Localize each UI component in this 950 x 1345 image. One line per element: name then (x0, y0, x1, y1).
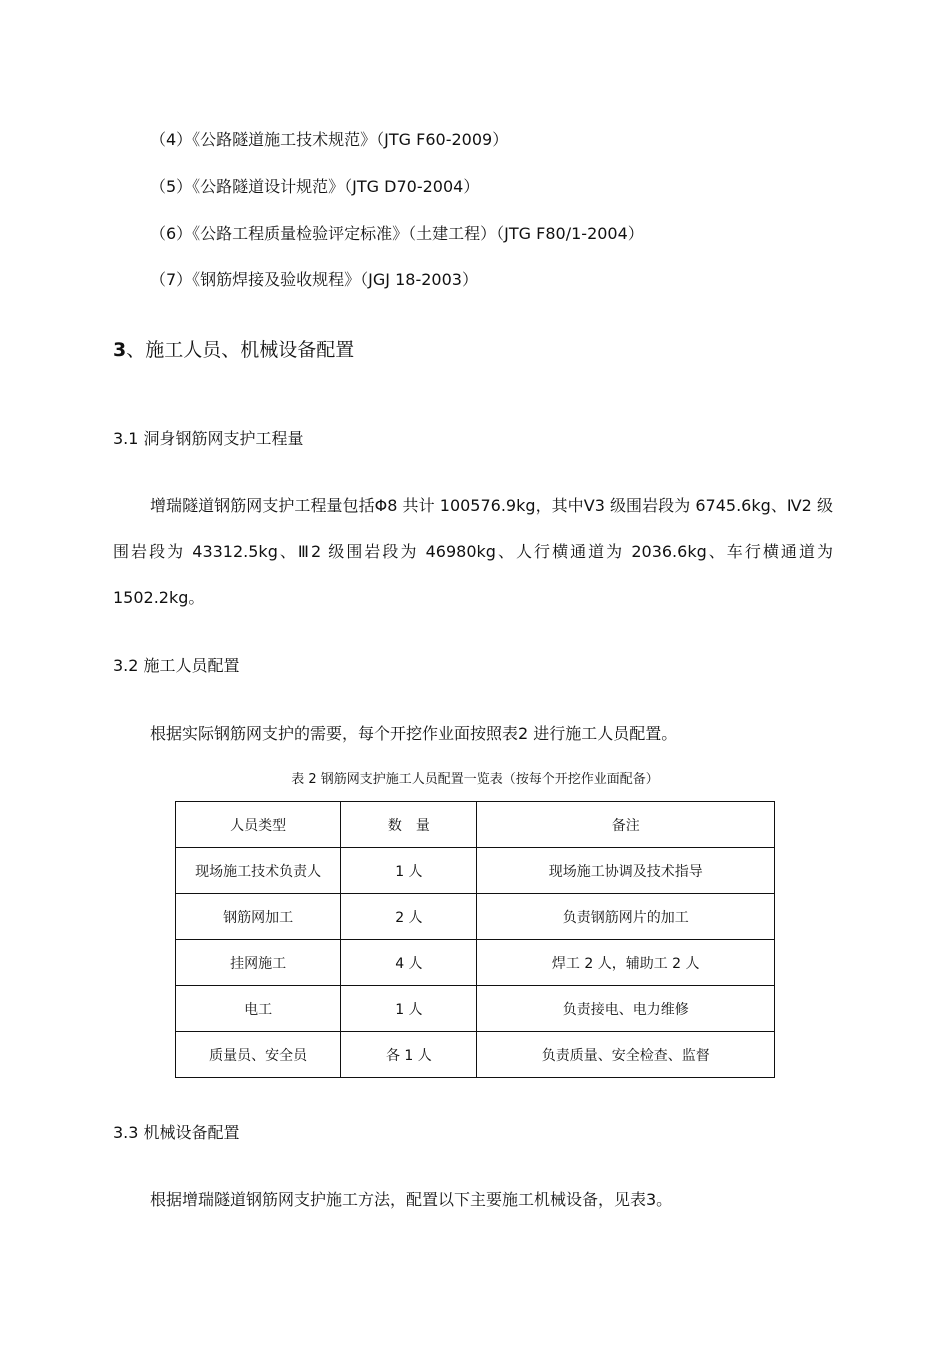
cell-personnel-type: 电工 (176, 986, 341, 1032)
table-row (176, 986, 775, 1032)
cell-quantity: 各 1 人 (341, 1032, 477, 1078)
cell-personnel-type: 现场施工技术负责人 (176, 848, 341, 894)
reference-item-5: （5）《公路隧道设计规范》（JTG D70-2004） (150, 177, 480, 196)
cell-personnel-type: 挂网施工 (176, 940, 341, 986)
header-remarks: 备注 (477, 802, 775, 848)
section-3-2-body: 根据实际钢筋网支护的需要，每个开挖作业面按照表2 进行施工人员配置。 (150, 724, 678, 743)
cell-personnel-type: 质量员、安全员 (176, 1032, 341, 1078)
reference-item-4: （4）《公路隧道施工技术规范》（JTG F60-2009） (150, 130, 509, 149)
section-3-number: 3 (113, 339, 127, 361)
cell-remarks: 焊工 2 人，辅助工 2 人 (477, 940, 775, 986)
cell-personnel-type: 钢筋网加工 (176, 894, 341, 940)
reference-item-6: （6）《公路工程质量检验评定标准》（土建工程）（JTG F80/1-2004） (150, 224, 644, 243)
section-3-3-body: 根据增瑞隧道钢筋网支护施工方法，配置以下主要施工机械设备，见表3。 (150, 1190, 673, 1209)
table-2-caption: 表 2 钢筋网支护施工人员配置一览表（按每个开挖作业面配备） (291, 772, 659, 787)
section-3-2-title: 3.2 施工人员配置 (113, 656, 240, 675)
table-row (176, 1032, 775, 1078)
cell-remarks: 现场施工协调及技术指导 (477, 848, 775, 894)
table-row (176, 848, 775, 894)
cell-quantity: 2 人 (341, 894, 477, 940)
section-3-3-title: 3.3 机械设备配置 (113, 1123, 240, 1142)
section-3-1-body: 增瑞隧道钢筋网支护工程量包括Φ8 共计 100576.9kg，其中Ⅴ3 级围岩段为 6745.6kg、Ⅳ2 级围岩段为 43312.5kg、Ⅲ2 级围岩段为 46980kg、人行横通道为 2036.6kg、车行横通道为 1502.2kg。 (113, 496, 833, 607)
section-3-1-title: 3.1 洞身钢筋网支护工程量 (113, 429, 304, 448)
cell-remarks: 负责钢筋网片的加工 (477, 894, 775, 940)
table-row (176, 940, 775, 986)
header-personnel-type: 人员类型 (176, 802, 341, 848)
table-row (176, 894, 775, 940)
table-header-row (176, 802, 775, 848)
cell-quantity: 1 人 (341, 986, 477, 1032)
header-quantity: 数 量 (341, 802, 477, 848)
cell-quantity: 4 人 (341, 940, 477, 986)
reference-item-7: （7）《钢筋焊接及验收规程》（JGJ 18-2003） (150, 270, 478, 289)
cell-remarks: 负责质量、安全检查、监督 (477, 1032, 775, 1078)
cell-remarks: 负责接电、电力维修 (477, 986, 775, 1032)
cell-quantity: 1 人 (341, 848, 477, 894)
staff-table (175, 801, 775, 1078)
section-3-title: 、施工人员、机械设备配置 (126, 339, 355, 361)
section-3-heading (113, 338, 354, 362)
